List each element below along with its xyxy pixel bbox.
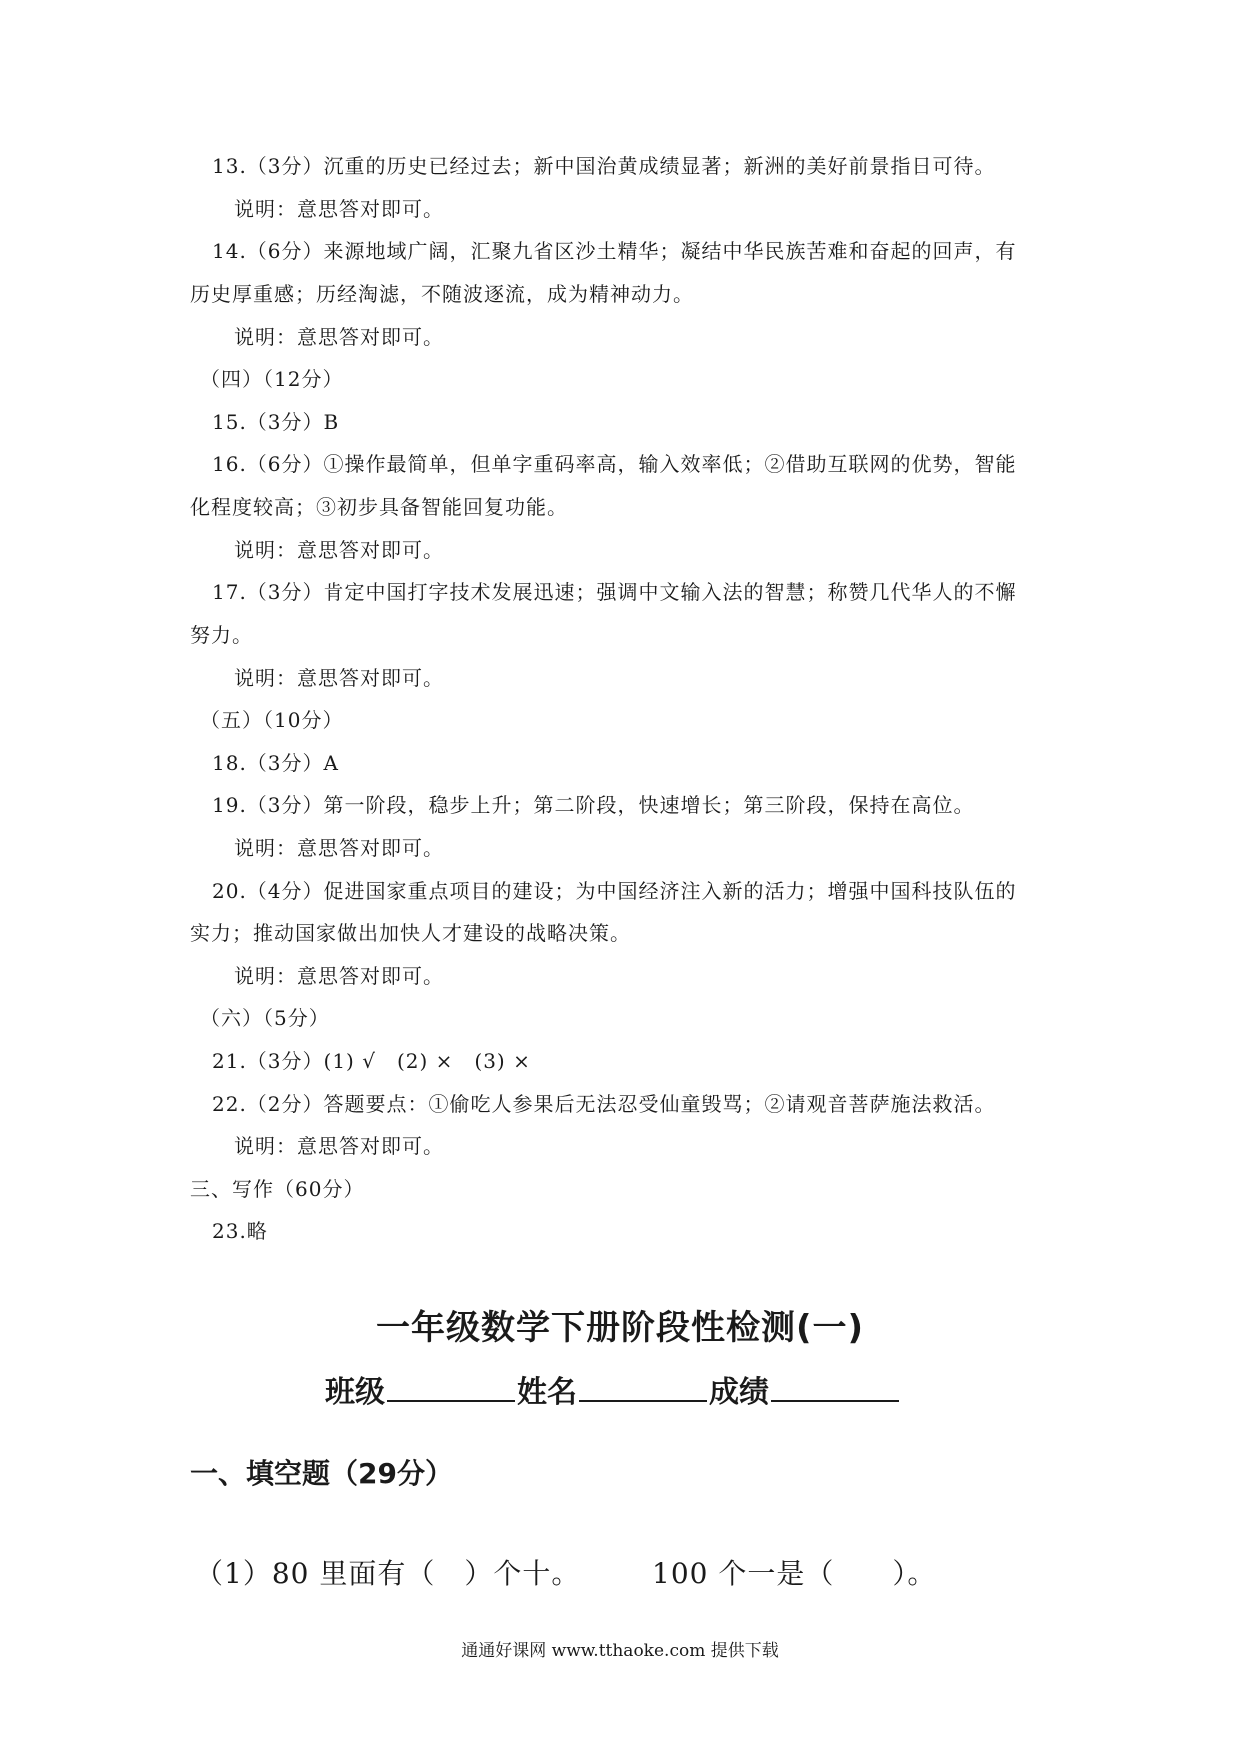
answer-20-note: 说明：意思答对即可。 — [234, 964, 444, 988]
question-1-part-b: 100 个一是（ ）。 — [652, 1557, 937, 1590]
student-info-line — [325, 1372, 901, 1413]
score-blank — [771, 1372, 899, 1402]
answer-16-line1: 16.（6分）①操作最简单，但单字重码率高，输入效率低；②借助互联网的优势，智能 — [212, 452, 1017, 476]
name-blank — [579, 1372, 707, 1402]
section-1-heading: 一、填空题（29分） — [190, 1457, 453, 1490]
answer-16-line2: 化程度较高；③初步具备智能回复功能。 — [190, 495, 568, 519]
section-3-writing-heading: 三、写作（60分） — [190, 1177, 365, 1201]
name-label: 姓名 — [517, 1375, 577, 1410]
section-4-heading: （四）（12分） — [200, 367, 344, 391]
answer-18: 18.（3分）A — [212, 751, 339, 775]
question-1-part-a: （1）80 里面有（ ）个十。 — [195, 1557, 581, 1590]
section-6-heading: （六）（5分） — [200, 1006, 330, 1030]
answer-17-note: 说明：意思答对即可。 — [234, 666, 444, 690]
section-5-heading: （五）（10分） — [200, 708, 344, 732]
answer-15: 15.（3分）B — [212, 410, 340, 434]
answer-13: 13.（3分）沉重的历史已经过去；新中国治黄成绩显著；新洲的美好前景指日可待。 — [212, 154, 996, 178]
test-title: 一年级数学下册阶段性检测(一) — [375, 1308, 865, 1348]
answer-19: 19.（3分）第一阶段，稳步上升；第二阶段，快速增长；第三阶段，保持在高位。 — [212, 793, 975, 817]
answer-19-note: 说明：意思答对即可。 — [234, 836, 444, 860]
answer-17-line1: 17.（3分）肯定中国打字技术发展迅速；强调中文输入法的智慧；称赞几代华人的不懈 — [212, 580, 1017, 604]
answer-17-line2: 努力。 — [190, 623, 253, 647]
answer-13-note: 说明：意思答对即可。 — [234, 197, 444, 221]
answer-20-line1: 20.（4分）促进国家重点项目的建设；为中国经济注入新的活力；增强中国科技队伍的 — [212, 879, 1017, 903]
answer-23: 23.略 — [212, 1219, 268, 1243]
score-label: 成绩 — [709, 1375, 769, 1410]
answer-20-line2: 实力；推动国家做出加快人才建设的战略决策。 — [190, 921, 631, 945]
answer-14-line1: 14.（6分）来源地域广阔，汇聚九省区沙土精华；凝结中华民族苦难和奋起的回声，有 — [212, 239, 1017, 263]
answer-22-note: 说明：意思答对即可。 — [234, 1134, 444, 1158]
footer-credit: 通通好课网 www.tthaoke.com 提供下载 — [461, 1641, 779, 1661]
answer-21: 21.（3分）(1) √ (2) × (3) × — [212, 1049, 531, 1073]
answer-14-line2: 历史厚重感；历经淘滤，不随波逐流，成为精神动力。 — [190, 282, 694, 306]
class-blank — [387, 1372, 515, 1402]
class-label: 班级 — [325, 1375, 385, 1410]
answer-14-note: 说明：意思答对即可。 — [234, 325, 444, 349]
answer-16-note: 说明：意思答对即可。 — [234, 538, 444, 562]
answer-22: 22.（2分）答题要点：①偷吃人参果后无法忍受仙童毁骂；②请观音菩萨施法救活。 — [212, 1092, 996, 1116]
